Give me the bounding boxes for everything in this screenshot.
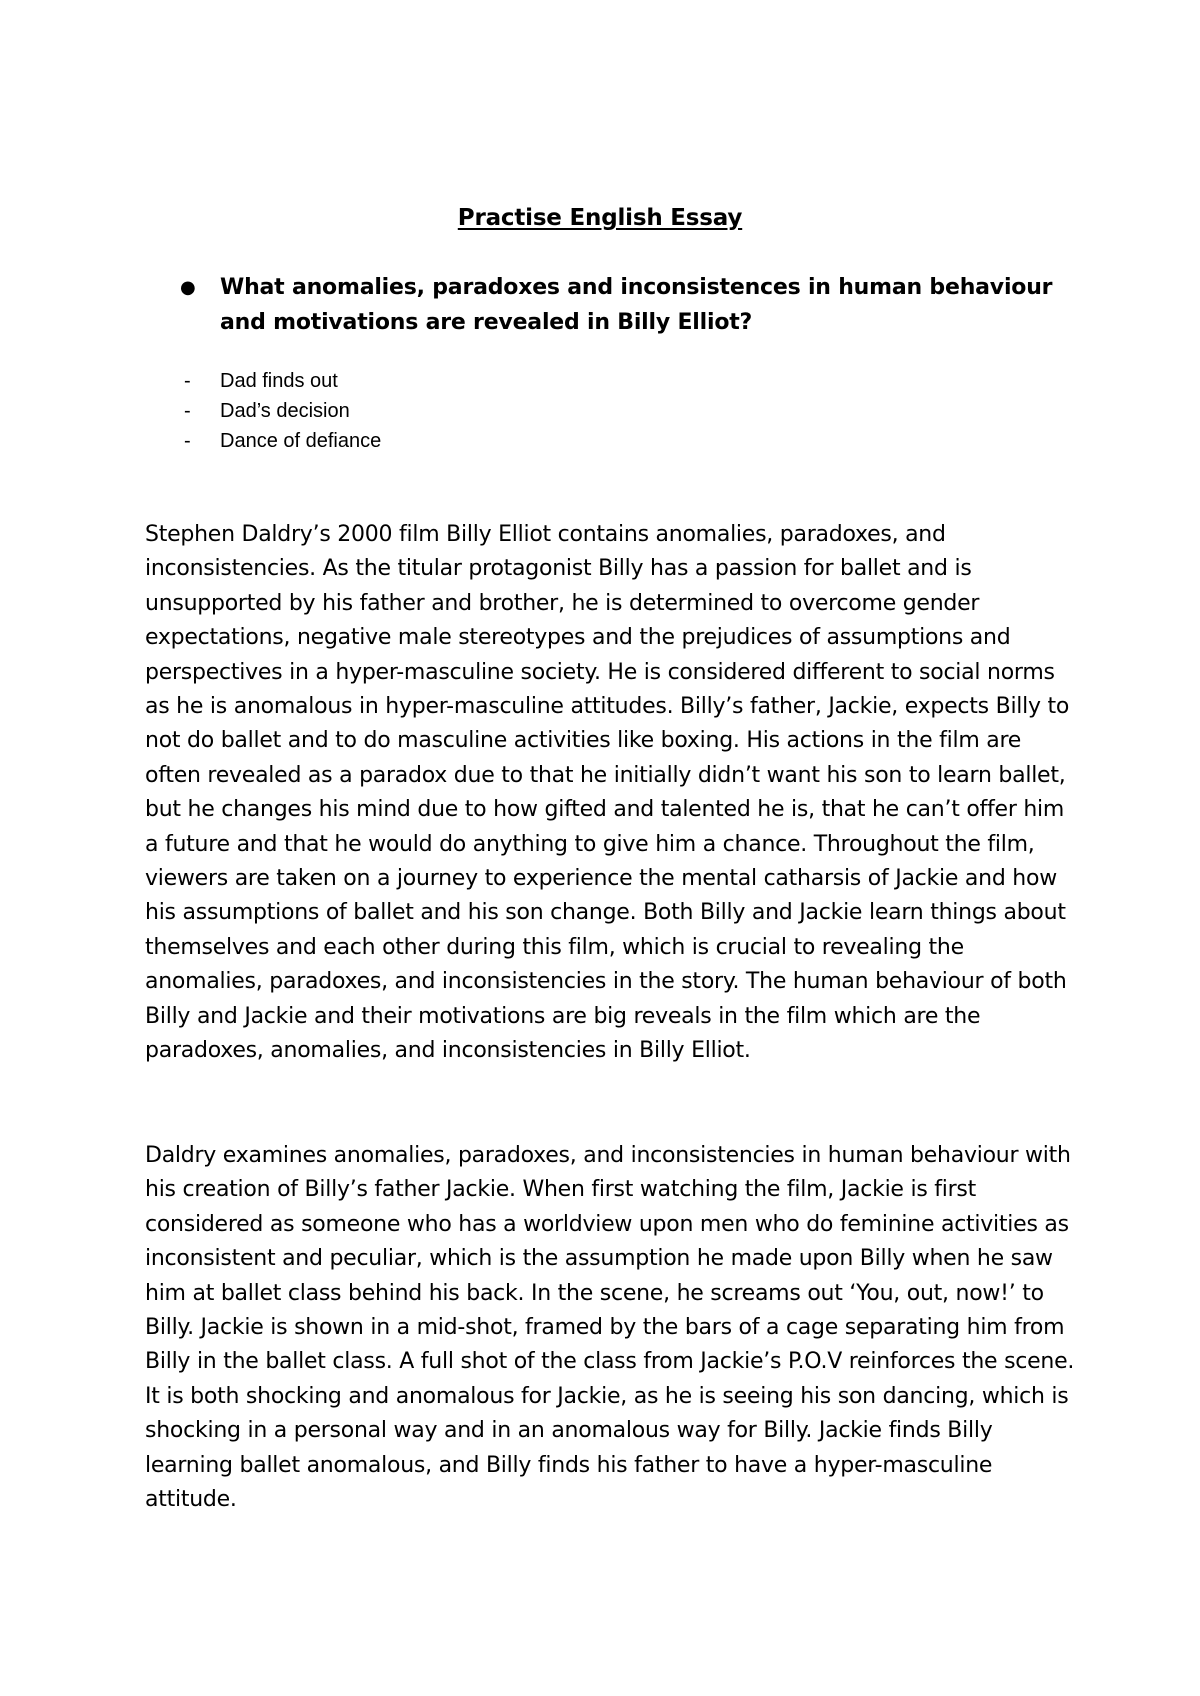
dash-icon: - — [184, 400, 191, 422]
list-item — [184, 366, 381, 396]
outline-item-label: Dance of defiance — [220, 430, 382, 452]
list-item — [184, 396, 381, 426]
body-paragraph-2: Daldry examines anomalies, paradoxes, and inconsistencies in human behaviour with his creation of Billy’s father Jackie. When first watching the film, Jackie is first considered as someone who has a worldview upon men who do feminine activities as inconsistent and peculiar, which is the assumption he made upon Billy when he saw him at ballet class behind his back. In the scene, he screams out ‘You, out, now!’ to Billy. Jackie is shown in a mid-shot, framed by the bars of a cage separating him from Billy in the ballet class. A full shot of the class from Jackie’s P.O.V reinforces the scene. It is both shocking and anomalous for Jackie, as he is seeing his son dancing, which is shocking in a personal way and in an anomalous way for Billy. Jackie finds Billy learning ballet anomalous, and Billy finds his father to have a hyper-masculine attitude. — [145, 1143, 1075, 1513]
body-paragraph-1: Stephen Daldry’s 2000 film Billy Elliot contains anomalies, paradoxes, and inconsistencies. As the titular protagonist Billy has a passion for ballet and is unsupported by his father and brother, he is determined to overcome gender expectations, negative male stereotypes and the prejudices of assumptions and perspectives in a hyper-masculine society. He is considered different to social norms as he is anomalous in hyper-masculine attitudes. Billy’s father, Jackie, expects Billy to not do ballet and to do masculine activities like boxing. His actions in the film are often revealed as a paradox due to that he initially didn’t want his son to learn ballet, but he changes his mind due to how gifted and talented he is, that he can’t offer him a future and that he would do anything to give him a chance. Throughout the film, viewers are taken on a journey to experience the mental catharsis of Jackie and how his assumptions of ballet and his son change. Both Billy and Jackie learn things about themselves and each other during this film, which is crucial to revealing the anomalies, paradoxes, and inconsistencies in the story. The human behaviour of both Billy and Jackie and their motivations are big reveals in the film which are the paradoxes, anomalies, and inconsistencies in Billy Elliot. — [145, 522, 1070, 1064]
dash-icon: - — [184, 430, 191, 452]
list-item — [184, 426, 381, 456]
essay-question — [180, 270, 1060, 340]
document-title: Practise English Essay — [457, 205, 743, 231]
question-text: What anomalies, paradoxes and inconsistences in human behaviour and motivations are revealed in Billy Elliot? — [220, 275, 1053, 335]
outline-item-label: Dad finds out — [220, 370, 338, 392]
outline-item-label: Dad’s decision — [220, 400, 350, 422]
dash-icon: - — [184, 370, 191, 392]
outline-list — [184, 366, 381, 456]
bullet-icon: ● — [180, 277, 196, 298]
